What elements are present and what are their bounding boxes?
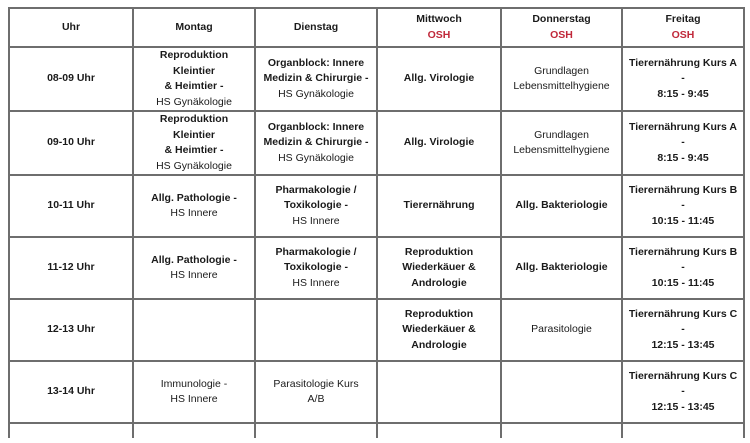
course-detail: HS Innere [292, 214, 340, 227]
empty-cell [501, 423, 622, 438]
course-detail: Parasitologie Kurs [273, 377, 359, 390]
course-cell-thursday [501, 361, 622, 423]
course-detail: Grundlagen [534, 128, 589, 141]
location-badge: OSH [671, 28, 695, 41]
course-title: Reproduktion Kleintier [159, 113, 229, 141]
course-title: Reproduktion Kleintier [159, 49, 229, 77]
course-title: Allg. Virologie [403, 72, 475, 85]
course-title: Tierernährung [403, 199, 475, 212]
header-tuesday: Dienstag [255, 8, 377, 47]
course-title: & Heimtier - [164, 80, 224, 92]
course-cell-wednesday [377, 175, 501, 237]
header-time: Uhr [9, 8, 133, 47]
course-cell-friday [622, 299, 744, 361]
course-cell-monday [133, 175, 255, 237]
empty-cell [622, 423, 744, 438]
table-row [9, 237, 744, 299]
header-wednesday: Mittwoch OSH [377, 8, 501, 47]
table-row [9, 111, 744, 175]
course-detail: HS Innere [170, 393, 218, 405]
course-cell-friday [622, 237, 744, 299]
course-detail: HS Gynäkologie [278, 151, 354, 164]
course-detail: A/B [307, 393, 325, 405]
course-title: Tierernährung Kurs B - [628, 245, 738, 274]
course-cell-tuesday [255, 111, 377, 175]
course-cell-friday [622, 111, 744, 175]
timetable [8, 7, 745, 438]
table-row [9, 47, 744, 111]
course-detail: HS Gynäkologie [156, 95, 232, 108]
course-cell-tuesday [255, 175, 377, 237]
header-friday: Freitag OSH [622, 8, 744, 47]
course-title: Andrologie [411, 276, 467, 289]
empty-cell [133, 423, 255, 438]
course-cell-thursday [501, 175, 622, 237]
course-title: Tierernährung Kurs A - [629, 120, 737, 149]
course-cell-tuesday [255, 47, 377, 111]
course-title: & Heimtier - [164, 144, 224, 156]
header-row [9, 8, 744, 47]
table-row-partial [9, 423, 744, 438]
course-title: 8:15 - 9:45 [657, 151, 709, 164]
table-row [9, 299, 744, 361]
course-cell-thursday [501, 299, 622, 361]
course-title: Reproduktion [404, 307, 474, 320]
course-cell-tuesday [255, 237, 377, 299]
course-cell-thursday [501, 237, 622, 299]
time-slot: 11-12 Uhr [9, 237, 133, 299]
course-title: Allg. Bakteriologie [515, 261, 608, 274]
empty-cell [377, 423, 501, 438]
course-title: Wiederkäuer & [402, 323, 476, 336]
course-cell-monday [133, 111, 255, 175]
course-title: Tierernährung Kurs A - [629, 56, 737, 85]
table-row [9, 175, 744, 237]
course-title: Toxikologie - [284, 199, 348, 212]
time-slot: 10-11 Uhr [9, 175, 133, 237]
time-slot: 12-13 Uhr [9, 299, 133, 361]
time-slot: 13-14 Uhr [9, 361, 133, 423]
header-monday: Montag [133, 8, 255, 47]
empty-cell [9, 423, 133, 438]
course-cell-monday [133, 237, 255, 299]
course-cell-friday [622, 47, 744, 111]
course-detail: Lebensmittelhygiene [513, 144, 610, 156]
course-title: Tierernährung Kurs C - [628, 369, 738, 398]
course-title: 10:15 - 11:45 [651, 214, 715, 227]
course-title: Allg. Pathologie - [151, 191, 237, 204]
course-title: 10:15 - 11:45 [651, 276, 715, 289]
course-title: Reproduktion [404, 245, 474, 258]
course-cell-tuesday [255, 361, 377, 423]
course-detail: Immunologie - [160, 377, 228, 390]
course-title: Organblock: Innere [267, 56, 365, 69]
course-title: 12:15 - 13:45 [651, 400, 715, 413]
course-title: Allg. Virologie [403, 136, 475, 149]
course-title: Organblock: Innere [267, 120, 365, 133]
course-detail: Grundlagen [534, 64, 589, 77]
location-badge: OSH [550, 28, 573, 41]
course-detail: HS Innere [170, 207, 218, 219]
course-title: 8:15 - 9:45 [657, 87, 709, 100]
course-cell-wednesday [377, 237, 501, 299]
time-slot: 09-10 Uhr [9, 111, 133, 175]
empty-cell [255, 423, 377, 438]
course-cell-wednesday [377, 361, 501, 423]
course-cell-monday [133, 47, 255, 111]
course-title: Wiederkäuer & [402, 261, 476, 274]
course-cell-monday [133, 299, 255, 361]
course-detail: HS Gynäkologie [278, 87, 354, 100]
course-detail: HS Innere [170, 269, 218, 281]
course-cell-thursday [501, 47, 622, 111]
header-thursday: Donnerstag OSH [501, 8, 622, 47]
course-detail: HS Gynäkologie [156, 159, 232, 172]
course-title: Allg. Bakteriologie [515, 199, 608, 212]
course-title: Andrologie [411, 338, 467, 351]
course-cell-wednesday [377, 111, 501, 175]
course-title: Allg. Pathologie - [151, 253, 237, 266]
course-cell-monday [133, 361, 255, 423]
course-detail: HS Innere [292, 276, 340, 289]
time-slot: 08-09 Uhr [9, 47, 133, 111]
course-detail: Parasitologie [531, 323, 592, 336]
location-badge: OSH [427, 28, 451, 41]
course-title: 12:15 - 13:45 [651, 338, 715, 351]
course-title: Tierernährung Kurs B - [628, 183, 738, 212]
course-title: Pharmakologie / [275, 183, 357, 196]
course-title: Medizin & Chirurgie - [263, 72, 369, 85]
course-title: Toxikologie - [284, 261, 348, 274]
course-detail: Lebensmittelhygiene [513, 80, 610, 92]
course-title: Medizin & Chirurgie - [263, 136, 369, 149]
course-cell-thursday [501, 111, 622, 175]
course-cell-friday [622, 361, 744, 423]
table-row [9, 361, 744, 423]
course-cell-wednesday [377, 47, 501, 111]
course-cell-wednesday [377, 299, 501, 361]
course-title: Tierernährung Kurs C - [628, 307, 738, 336]
course-cell-friday [622, 175, 744, 237]
course-cell-tuesday [255, 299, 377, 361]
course-title: Pharmakologie / [275, 245, 357, 258]
